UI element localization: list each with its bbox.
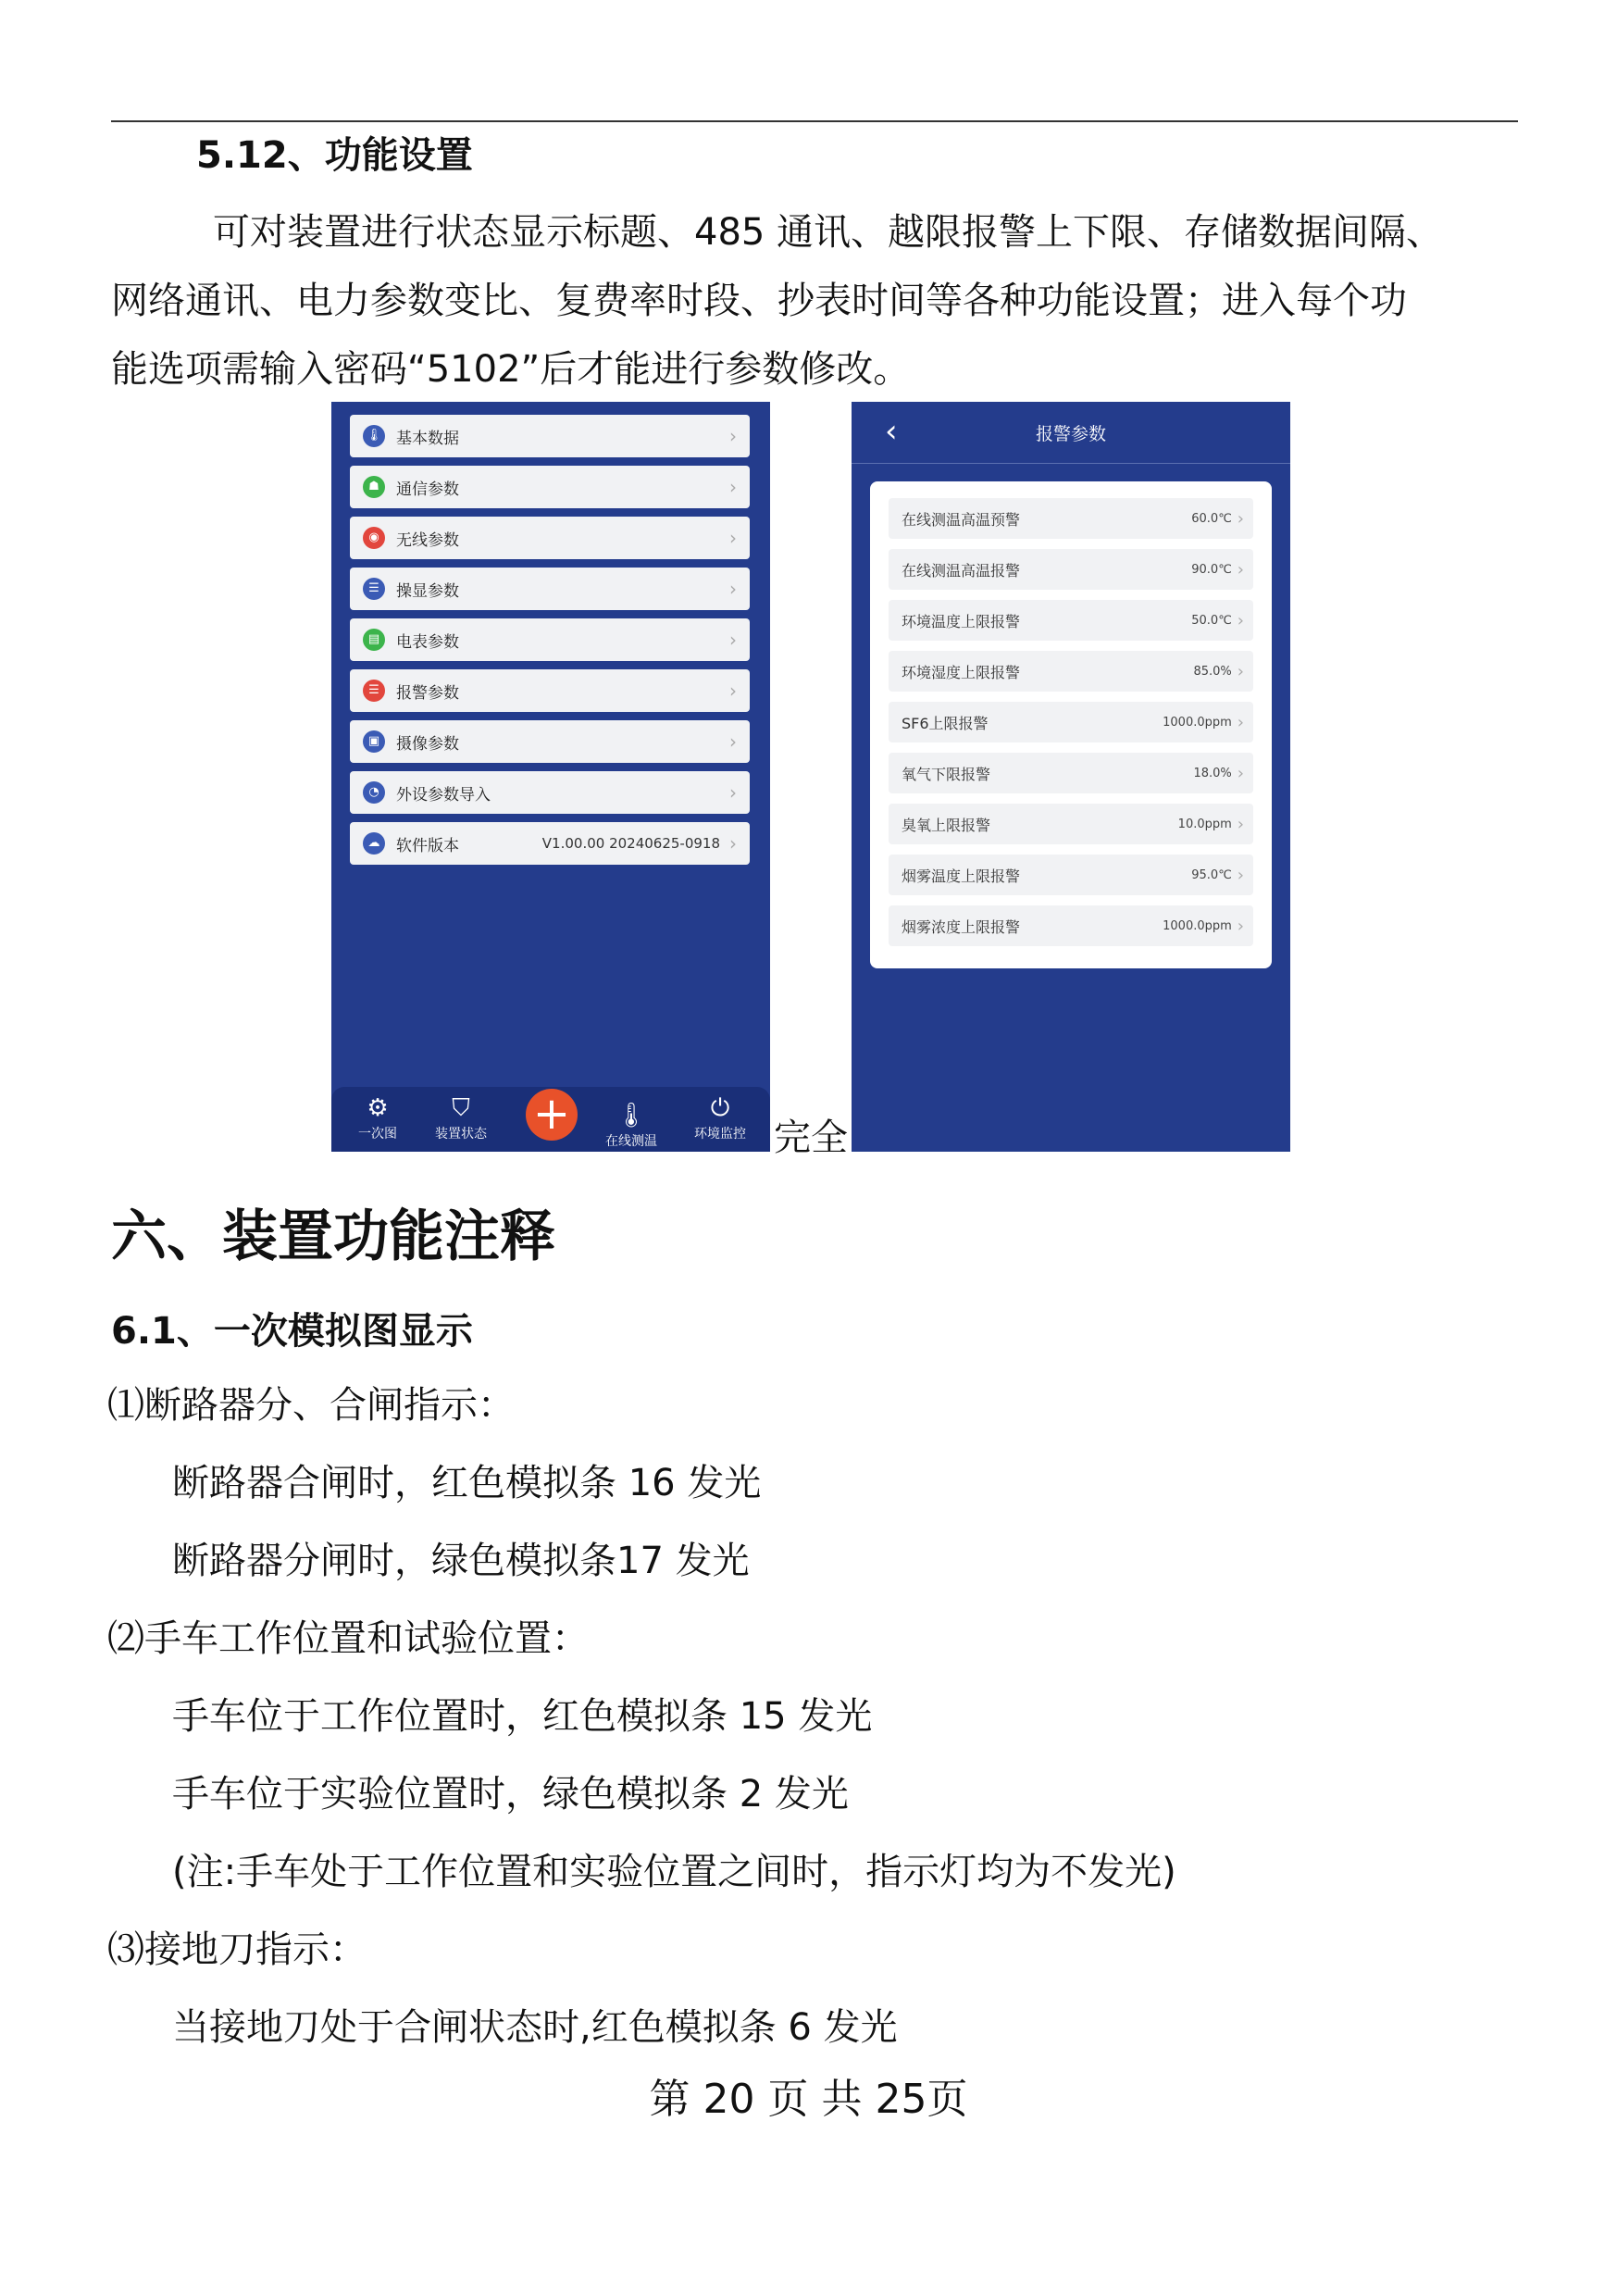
alarm-param-row[interactable] (889, 702, 1253, 742)
body-text-line: (注:手车处于工作位置和实验位置之间时，指示灯均为不发光) (172, 1851, 1176, 1893)
subsection-title-61: 6.1、一次模拟图显示 (111, 1310, 473, 1353)
menu-item[interactable] (350, 568, 750, 610)
menu-item-label: 摄像参数 (396, 734, 459, 754)
body-text-line: ⑶接地刀指示： (107, 1928, 367, 1971)
menu-item-label: 操显参数 (396, 581, 459, 601)
menu-item[interactable] (350, 669, 750, 712)
alarm-param-label: 在线测温高温报警 (902, 561, 1021, 580)
alarm-param-label: SF6上限报警 (902, 714, 989, 732)
power-icon: ⏻ (710, 1094, 730, 1122)
chevron-right-icon: › (1237, 712, 1244, 732)
tab-online-temp[interactable]: 🌡 在线测温 (594, 1100, 668, 1150)
alarm-param-row[interactable] (889, 753, 1253, 793)
body-text-line: 断路器分闸时，绿色模拟条17 发光 (172, 1540, 750, 1582)
chevron-right-icon: › (1237, 610, 1244, 630)
chevron-right-icon: › (1237, 814, 1244, 834)
section-title-512: 5.12、功能设置 (196, 134, 473, 177)
menu-item[interactable] (350, 822, 750, 865)
chevron-right-icon: › (729, 629, 737, 651)
alarm-params-screenshot (852, 402, 1290, 1152)
chevron-right-icon: › (729, 730, 737, 753)
camera-icon: ▣ (363, 730, 385, 753)
alarm-param-value: 95.0℃ (1191, 867, 1232, 882)
menu-item[interactable] (350, 517, 750, 559)
alarm-param-value: 18.0% (1193, 766, 1232, 780)
menu-item-label: 无线参数 (396, 530, 459, 550)
import-icon: ◔ (363, 781, 385, 804)
page-footer: 第 20 页 共 25页 (649, 2076, 968, 2123)
menu-item-label: 外设参数导入 (396, 785, 491, 805)
signal-icon: ☗ (363, 476, 385, 498)
inline-caption: 完全 (774, 1117, 848, 1159)
chevron-right-icon: › (729, 527, 737, 549)
alarm-param-value: 1000.0ppm (1163, 918, 1232, 933)
alarm-param-row[interactable] (889, 651, 1253, 692)
chevron-right-icon: › (1237, 916, 1244, 936)
body-text-line: 当接地刀处于合闸状态时,红色模拟条 6 发光 (172, 2006, 898, 2049)
body-text-line: 手车位于实验位置时，绿色模拟条 2 发光 (172, 1773, 849, 1816)
chevron-right-icon: › (729, 476, 737, 498)
menu-item[interactable] (350, 466, 750, 508)
menu-item-label: 电表参数 (396, 632, 459, 652)
intro-paragraph (111, 198, 1527, 404)
menu-item-label: 通信参数 (396, 480, 459, 499)
alarm-param-label: 在线测温高温预警 (902, 510, 1021, 529)
chevron-right-icon: › (729, 832, 737, 855)
screen-header (852, 402, 1290, 464)
tab-primary-diagram[interactable]: ⚙ 一次图 (341, 1092, 415, 1142)
menu-item-value: V1.00.00 20240625-0918 (541, 835, 720, 852)
chevron-right-icon: › (1237, 559, 1244, 580)
alarm-param-label: 氧气下限报警 (902, 765, 991, 783)
alarm-params-card (870, 481, 1272, 968)
screen-title: 报警参数 (1035, 424, 1106, 444)
sliders-icon: ☰ (363, 578, 385, 600)
wireless-icon: ◉ (363, 527, 385, 549)
alarm-param-label: 臭氧上限报警 (902, 816, 991, 834)
alarm-param-label: 烟雾温度上限报警 (902, 867, 1021, 885)
alarm-param-value: 90.0℃ (1191, 562, 1232, 577)
alarm-param-row[interactable] (889, 855, 1253, 895)
chevron-right-icon: › (1237, 661, 1244, 681)
chevron-right-icon: › (1237, 763, 1244, 783)
diagram-icon: ⚙ (367, 1094, 389, 1122)
alarm-param-row[interactable] (889, 549, 1253, 590)
menu-item-label: 基本数据 (396, 429, 459, 448)
plus-icon: + (532, 1088, 571, 1140)
back-chevron-icon[interactable]: ‹ (885, 413, 898, 450)
intro-line-3: 能选项需输入密码“5102”后才能进行参数修改。 (111, 348, 911, 391)
tab-env-monitor[interactable]: ⏻ 环境监控 (683, 1092, 757, 1142)
chevron-right-icon: › (1237, 865, 1244, 885)
body-text-line: ⑴断路器分、合闸指示： (107, 1384, 515, 1427)
menu-item[interactable] (350, 720, 750, 763)
alarm-param-value: 1000.0ppm (1163, 715, 1232, 730)
body-text-line: 断路器合闸时，红色模拟条 16 发光 (172, 1462, 762, 1504)
alarm-param-row[interactable] (889, 804, 1253, 844)
header-rule (111, 120, 1518, 122)
menu-item-label: 报警参数 (396, 683, 459, 703)
alarm-param-label: 环境温度上限报警 (902, 612, 1021, 630)
alarm-param-row[interactable] (889, 600, 1253, 641)
alarm-param-row[interactable] (889, 905, 1253, 946)
menu-item[interactable] (350, 771, 750, 814)
alarm-param-value: 10.0ppm (1177, 817, 1232, 831)
add-button[interactable] (526, 1089, 578, 1141)
alarm-icon: ☰ (363, 680, 385, 702)
alarm-param-row[interactable] (889, 498, 1253, 539)
alarm-param-label: 烟雾浓度上限报警 (902, 917, 1021, 936)
alarm-param-value: 60.0℃ (1191, 511, 1232, 526)
menu-item[interactable] (350, 415, 750, 457)
menu-item-label: 软件版本 (396, 836, 459, 855)
chapter-title: 六、装置功能注释 (111, 1204, 555, 1269)
chevron-right-icon: › (729, 680, 737, 702)
cloud-icon: ☁ (363, 832, 385, 855)
thermometer-icon: 🌡 (616, 1102, 647, 1129)
tab-device-status[interactable]: ⛉ 装置状态 (424, 1092, 498, 1142)
body-text-line: 手车位于工作位置时，红色模拟条 15 发光 (172, 1695, 873, 1738)
alarm-param-value: 85.0% (1193, 664, 1232, 679)
thermometer-icon: 🌡 (363, 425, 385, 447)
meter-icon: ▤ (363, 629, 385, 651)
chevron-right-icon: › (729, 781, 737, 804)
intro-line-2: 网络通讯、电力参数变比、复费率时段、抄表时间等各种功能设置；进入每个功 (111, 280, 1407, 322)
chevron-right-icon: › (729, 578, 737, 600)
alarm-param-label: 环境湿度上限报警 (902, 663, 1021, 681)
chevron-right-icon: › (729, 425, 737, 447)
menu-item[interactable] (350, 618, 750, 661)
chevron-right-icon: › (1237, 508, 1244, 529)
shield-icon: ⛉ (452, 1094, 470, 1122)
intro-line-1: 可对装置进行状态显示标题、485 通讯、越限报警上下限、存储数据间隔、 (213, 211, 1444, 254)
body-text-line: ⑵手车工作位置和试验位置： (107, 1617, 589, 1660)
alarm-param-value: 50.0℃ (1191, 613, 1232, 628)
settings-menu-screenshot (331, 402, 770, 1152)
